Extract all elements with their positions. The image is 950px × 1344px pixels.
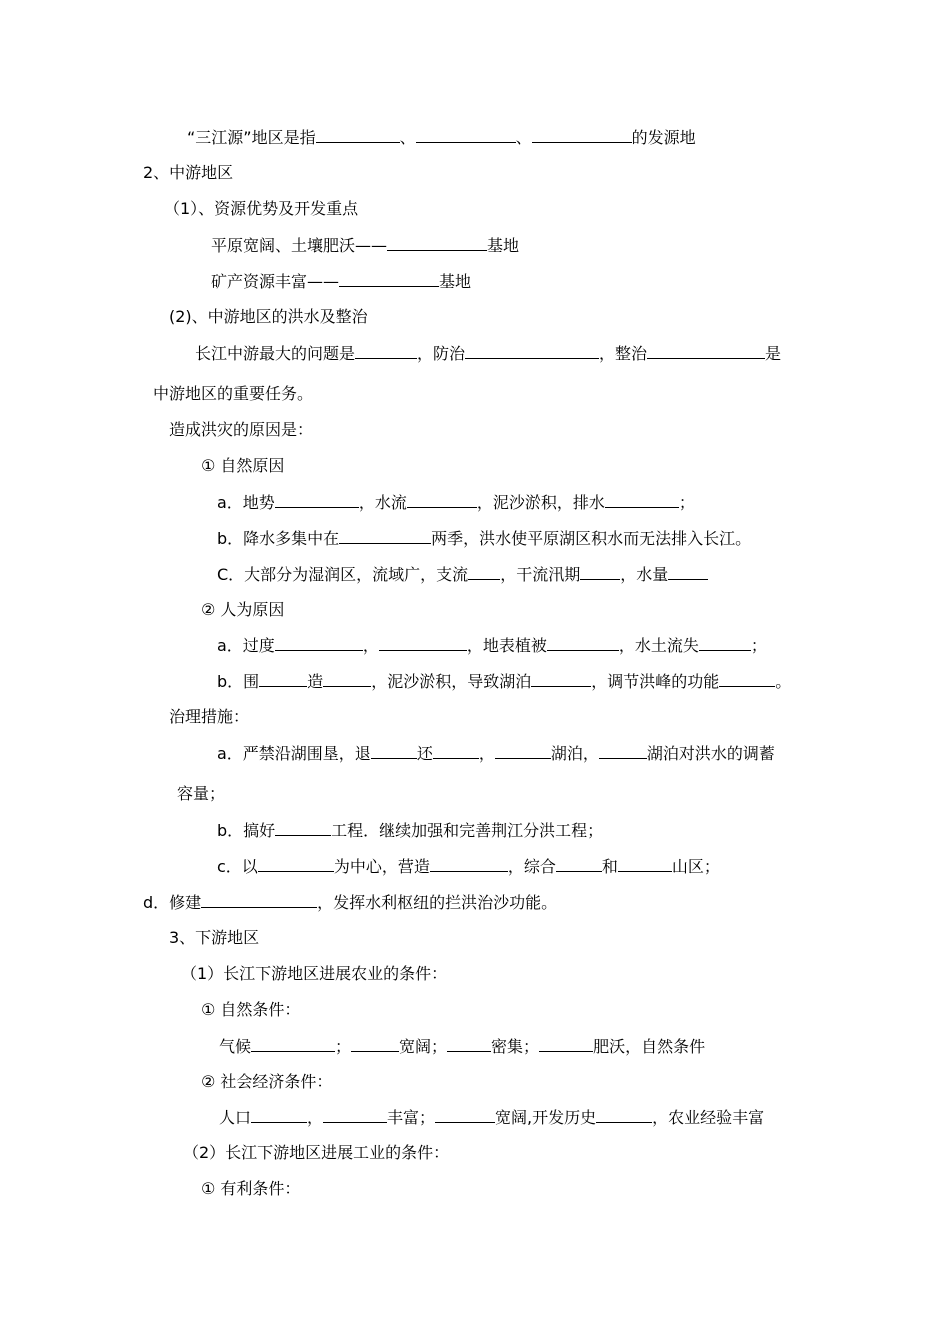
- text: 丰富；: [387, 1108, 436, 1127]
- line-18: [217, 743, 775, 764]
- line-21: [217, 856, 720, 877]
- text: 肥沃，自然条件: [593, 1037, 706, 1056]
- answer-blank[interactable]: [339, 528, 431, 544]
- section-heading: [169, 928, 259, 948]
- line-13: [217, 564, 708, 585]
- text: ；: [750, 636, 767, 655]
- line-7: [195, 343, 781, 364]
- text: 湖泊对洪水的调蓄: [646, 744, 775, 763]
- text: ，农业经验丰富: [652, 1108, 765, 1127]
- answer-blank[interactable]: [259, 671, 307, 687]
- answer-blank[interactable]: [201, 892, 317, 908]
- answer-blank[interactable]: [433, 743, 479, 759]
- answer-blank[interactable]: [275, 635, 363, 651]
- text: 气候: [219, 1037, 252, 1056]
- answer-blank[interactable]: [465, 343, 599, 359]
- text: 的发源地: [631, 128, 696, 147]
- line-8: [153, 384, 313, 404]
- text: ，泥沙淤积，导致湖泊: [371, 672, 532, 691]
- text: 为中心，营造: [333, 857, 430, 876]
- subsection-heading: [183, 1143, 449, 1163]
- line-16: [217, 671, 791, 692]
- text: （2）长江下游地区进展工业的条件：: [183, 1143, 450, 1162]
- answer-blank[interactable]: [668, 564, 708, 580]
- text: b．搞好: [217, 821, 276, 840]
- text: ，水流: [358, 493, 407, 512]
- text: ，泥沙淤积，排水: [476, 493, 605, 512]
- text: 还: [416, 744, 433, 763]
- answer-blank[interactable]: [531, 671, 591, 687]
- text: 容量；: [177, 784, 226, 803]
- text: c．以: [217, 857, 258, 876]
- text: b．围: [217, 672, 260, 691]
- text: a．严禁沿湖围垦，退: [217, 744, 371, 763]
- answer-blank[interactable]: [275, 492, 359, 508]
- text: 两季，洪水使平原湖区积水而无法排入长江。: [431, 529, 752, 548]
- text: a．过度: [217, 636, 275, 655]
- line-25: [201, 1000, 300, 1020]
- text: 造: [307, 672, 324, 691]
- answer-blank[interactable]: [435, 1107, 495, 1123]
- text: ，: [307, 1108, 324, 1127]
- answer-blank[interactable]: [387, 235, 487, 251]
- text: a．地势: [217, 493, 275, 512]
- text: 人口: [219, 1108, 252, 1127]
- text: ① 有利条件：: [201, 1179, 301, 1198]
- text: （1）、资源优势及开发重点: [164, 199, 359, 218]
- answer-blank[interactable]: [618, 856, 672, 872]
- answer-blank[interactable]: [539, 1036, 593, 1052]
- text: ② 人为原因: [201, 600, 285, 619]
- text: b．降水多集中在: [217, 529, 340, 548]
- answer-blank[interactable]: [379, 635, 467, 651]
- line-27: [201, 1072, 332, 1092]
- answer-blank[interactable]: [371, 743, 417, 759]
- answer-blank[interactable]: [605, 492, 679, 508]
- line-30: [201, 1179, 300, 1199]
- text: ，整治: [599, 344, 648, 363]
- answer-blank[interactable]: [719, 671, 775, 687]
- line-11: [217, 492, 695, 513]
- line-9: [169, 420, 313, 440]
- text: 是: [765, 344, 782, 363]
- line-17: [169, 707, 249, 727]
- text: ，调节洪峰的功能: [591, 672, 720, 691]
- text: ，防治: [417, 344, 466, 363]
- section-heading: [143, 163, 233, 183]
- answer-blank[interactable]: [258, 856, 334, 872]
- answer-blank[interactable]: [599, 743, 647, 759]
- line-10: [201, 456, 284, 476]
- text: ① 自然原因: [201, 456, 285, 475]
- text: 、: [515, 128, 532, 147]
- text: 基地: [439, 272, 472, 291]
- text: ，水量: [620, 565, 669, 584]
- text: ，干流汛期: [500, 565, 581, 584]
- line-20: [217, 820, 603, 841]
- text: ，发挥水利枢纽的拦洪治沙功能。: [317, 893, 558, 912]
- text: 2、中游地区: [143, 163, 234, 182]
- subsection-heading: [169, 307, 368, 327]
- answer-blank[interactable]: [251, 1107, 307, 1123]
- text: 中游地区的重要任务。: [153, 384, 314, 403]
- text: ，地表植被: [466, 636, 547, 655]
- text: 、: [399, 128, 416, 147]
- text: d．修建: [143, 893, 202, 912]
- text: 矿产资源丰富——: [211, 272, 340, 291]
- line-5: [211, 271, 471, 292]
- text: 造成洪灾的原因是：: [169, 420, 314, 439]
- answer-blank[interactable]: [339, 271, 439, 287]
- text: （1）长江下游地区进展农业的条件：: [181, 964, 448, 983]
- text: ，: [478, 744, 495, 763]
- line-4: [211, 235, 519, 256]
- answer-blank[interactable]: [580, 564, 620, 580]
- answer-blank[interactable]: [495, 743, 551, 759]
- text: ；: [335, 1037, 352, 1056]
- line-26: [219, 1036, 705, 1057]
- line-12: [217, 528, 751, 549]
- answer-blank[interactable]: [351, 1036, 399, 1052]
- answer-blank[interactable]: [407, 492, 477, 508]
- subsection-heading: [181, 964, 447, 984]
- answer-blank[interactable]: [647, 343, 765, 359]
- text: 山区；: [671, 857, 720, 876]
- text: 3、下游地区: [169, 928, 260, 947]
- text: ，: [362, 636, 379, 655]
- text: 。: [775, 672, 792, 691]
- text: 长江中游最大的问题是: [195, 344, 356, 363]
- text: ，水土流失: [618, 636, 699, 655]
- text: C．大部分为湿润区，流域广，支流: [217, 565, 469, 584]
- answer-blank[interactable]: [316, 127, 400, 143]
- answer-blank[interactable]: [532, 127, 632, 143]
- line-28: [219, 1107, 764, 1128]
- answer-blank[interactable]: [699, 635, 751, 651]
- answer-blank[interactable]: [547, 635, 619, 651]
- answer-blank[interactable]: [468, 564, 500, 580]
- answer-blank[interactable]: [323, 671, 371, 687]
- answer-blank[interactable]: [447, 1036, 491, 1052]
- text: 工程．继续加强和完善荆江分洪工程；: [331, 821, 604, 840]
- text: 湖泊，: [550, 744, 599, 763]
- answer-blank[interactable]: [275, 820, 331, 836]
- text: 和: [601, 857, 618, 876]
- answer-blank[interactable]: [323, 1107, 387, 1123]
- subsection-heading: [164, 199, 358, 219]
- line-19: [177, 784, 225, 804]
- answer-blank[interactable]: [355, 343, 417, 359]
- text: ；: [678, 493, 695, 512]
- answer-blank[interactable]: [596, 1107, 652, 1123]
- text: 平原宽阔、土壤肥沃——: [211, 236, 388, 255]
- text: 宽阔；: [399, 1037, 448, 1056]
- line-15: [217, 635, 767, 656]
- text: (2)、中游地区的洪水及整治: [169, 307, 368, 326]
- answer-blank[interactable]: [556, 856, 602, 872]
- text: ② 社会经济条件：: [201, 1072, 333, 1091]
- text: ① 自然条件：: [201, 1000, 301, 1019]
- answer-blank[interactable]: [430, 856, 508, 872]
- line-22: [143, 892, 557, 913]
- text: “三江源”地区是指: [187, 128, 316, 147]
- line-1: [187, 127, 696, 148]
- text: 宽阔,开发历史: [495, 1108, 597, 1127]
- text: 治理措施：: [169, 707, 250, 726]
- text: 密集；: [491, 1037, 540, 1056]
- text: ，综合: [507, 857, 556, 876]
- text: 基地: [487, 236, 520, 255]
- answer-blank[interactable]: [251, 1036, 335, 1052]
- answer-blank[interactable]: [416, 127, 516, 143]
- line-14: [201, 600, 284, 620]
